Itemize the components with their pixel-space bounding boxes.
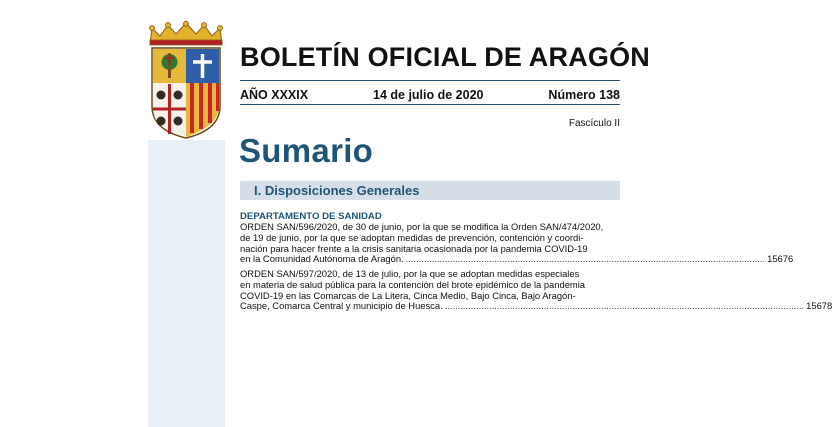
year-label: AÑO XXXIX: [240, 88, 309, 102]
bulletin-title: BOLETÍN OFICIAL DE ARAGÓN: [240, 42, 650, 72]
header-rule-top: [240, 80, 620, 81]
entry-last-line: en la Comunidad Autónoma de Aragón. .......................................................................................................................................... 15676: [240, 253, 794, 265]
entry-line: de 19 de junio, por la que se adoptan medidas de prevención, contención y coordi-: [240, 231, 584, 243]
entry-last-line: Caspe, Comarca Central y municipio de Huesca. .......................................................................................................................................... 15678: [240, 300, 832, 312]
aragon-coat-of-arms-icon: [146, 22, 226, 140]
summary-heading: Sumario: [239, 132, 374, 169]
page-number: 15676: [767, 253, 794, 265]
section-header: [240, 181, 620, 200]
issue-number: Número 138: [548, 88, 620, 102]
header-rule-bottom: [240, 104, 620, 105]
dot-leader: ..........................................................................................................................................: [405, 253, 766, 265]
entry-line: en materia de salud pública para la contención del brote epidémico de la pandemia: [240, 278, 586, 290]
entry-line: ORDEN SAN/596/2020, de 30 de junio, por la que se modifica la Orden SAN/474/2020,: [240, 221, 604, 232]
issue-date: 14 de julio de 2020: [373, 88, 484, 102]
department-heading: DEPARTAMENTO DE SANIDAD: [240, 211, 382, 222]
dot-leader: ..........................................................................................................................................: [444, 300, 805, 312]
summary-entry[interactable]: [240, 268, 832, 312]
fascicle-label: Fascículo II: [568, 118, 620, 129]
section-title: I. Disposiciones Generales: [254, 183, 420, 198]
page-number: 15678: [806, 300, 832, 312]
summary-entry[interactable]: [240, 221, 794, 265]
entry-line: ORDEN SAN/597/2020, de 13 de julio, por la que se adoptan medidas especiales: [240, 268, 580, 279]
entry-line: COVID-19 en las Comarcas de La Litera, Cinca Medio, Bajo Cinca, Bajo Aragón-: [240, 289, 576, 301]
entry-line: nación para hacer frente a la crisis sanitaria ocasionada por la pandemia COVID-19: [240, 242, 588, 254]
side-band: [148, 140, 225, 427]
header-meta: [240, 88, 620, 102]
